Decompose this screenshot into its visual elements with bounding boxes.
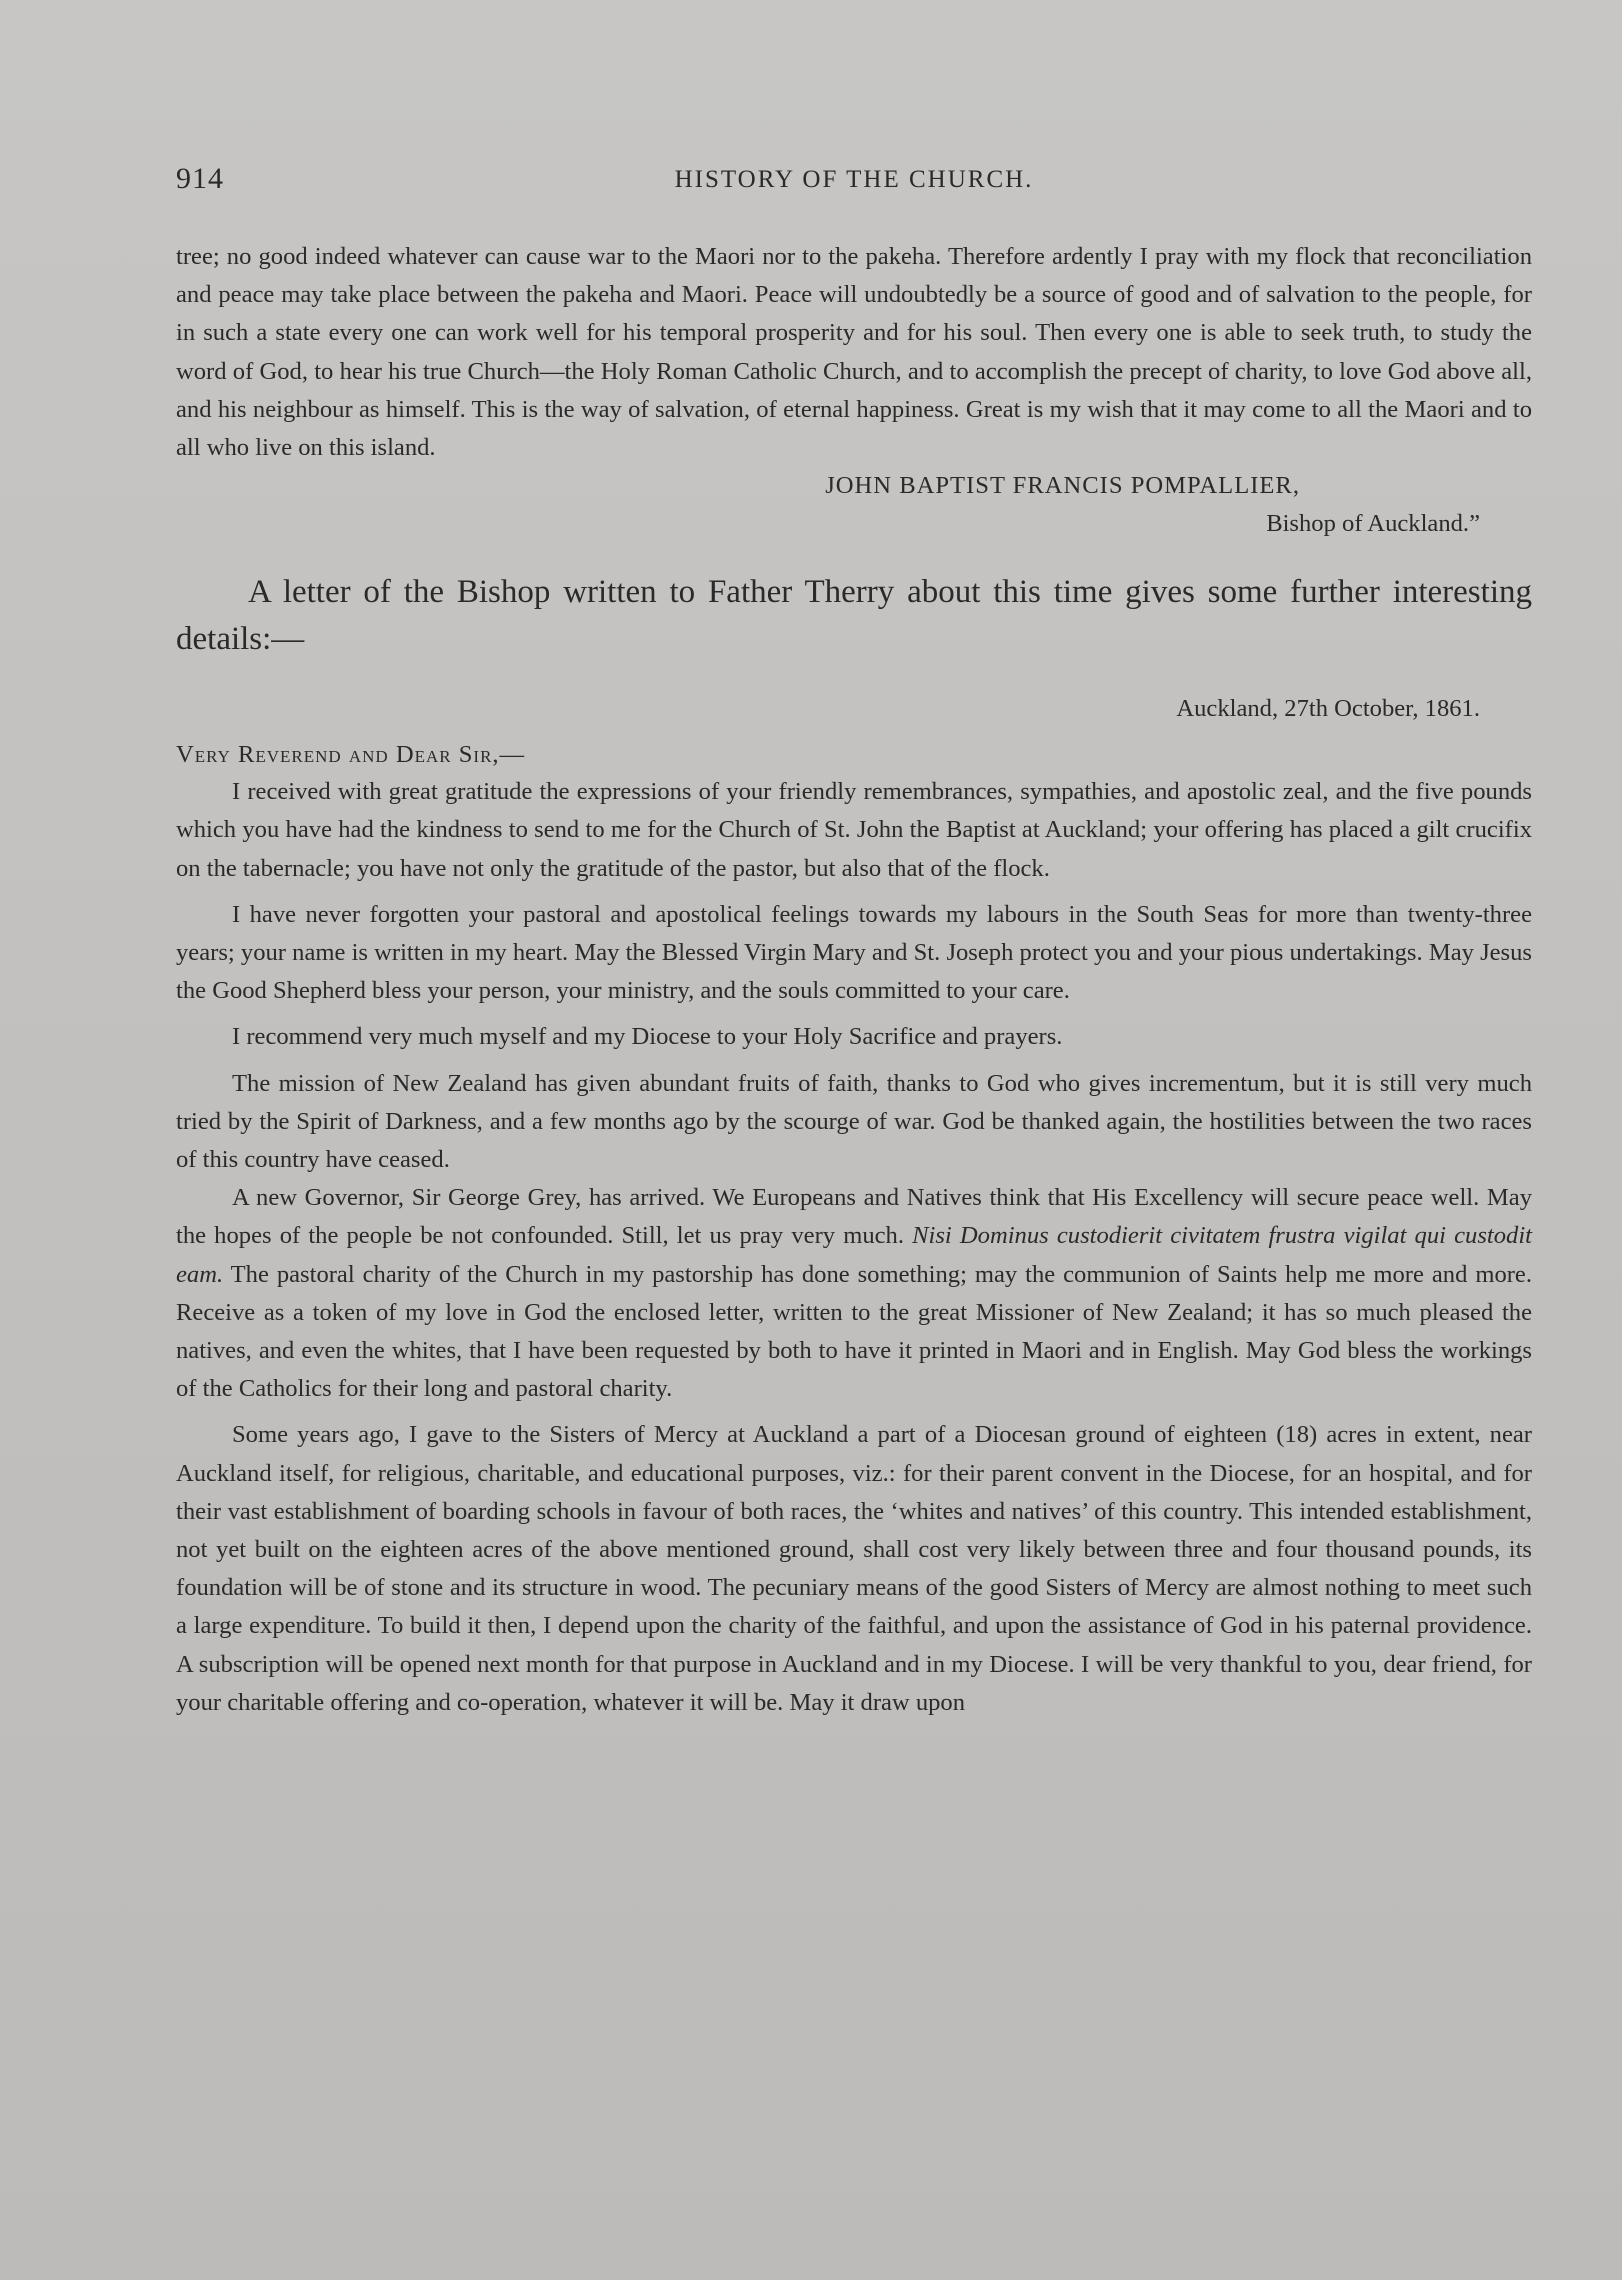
letter-paragraph-3: I recommend very much myself and my Diocese to your Holy Sacrifice and prayers. [232, 1023, 1063, 1051]
letter-salutation: Very Reverend and Dear Sir,— [176, 741, 526, 769]
letter-paragraph-4: The mission of New Zealand has given abundant fruits of faith, thanks to God who gives incrementum, but it is still very much tried by the Spirit of Darkness, and a few months ago by the scourge of war. God be thanked again, the hostilities between the two races of this country have ceased. [176, 1069, 1532, 1174]
letter-paragraph-6: Some years ago, I gave to the Sisters of Mercy at Auckland a part of a Diocesan ground of eighteen (18) acres in extent, near Auckland itself, for religious, charitable, and educational purposes, viz.: for their parent convent in the Diocese, for an hospital, and for their vast establishment of boarding schools in favour of both races, the ‘whites and natives’ of this country. This intended establishment, not yet built on the eighteen acres of the above mentioned ground, shall cost very likely between three and four thousand pounds, its foundation will be of stone and its structure in wood. The pecuniary means of the good Sisters of Mercy are almost nothing to meet such a large expenditure. To build it then, I depend upon the charity of the faithful, and upon the assistance of God in his paternal providence. A subscription will be opened next month for that purpose in Auckland and in my Diocese. I will be very thankful to you, dear friend, for your charitable offering and co-operation, whatever it will be. May it draw upon [176, 1421, 1532, 1716]
intro-paragraph: A letter of the Bishop written to Father Therry about this time gives some further interesting details:— [176, 574, 1532, 658]
latin-quotation: Nisi Dominus custodierit civitatem frustra vigilat qui custodit eam. [176, 1222, 1532, 1288]
quoted-letter-closing-paragraph: tree; no good indeed whatever can cause war to the Maori nor to the pakeha. Therefore ardently I pray with my flock that reconciliation and peace may take place between the pakeha and Maori. Peace will undoubtedly be a source of good and of salvation to the people, for in such a state every one can work well for his temporal prosperity and for his soul. Then every one is able to seek truth, to study the word of God, to hear his true Church—the Holy Roman Catholic Church, and to accomplish the precept of charity, to love God above all, and his neighbour as himself. This is the way of salvation, of eternal happiness. Great is my wish that it may come to all the Maori and to all who live on this island. [176, 243, 1532, 462]
page-number: 914 [176, 162, 224, 195]
page-body [176, 238, 1532, 1722]
page-header [176, 162, 1532, 202]
letter-dateline: Auckland, 27th October, 1861. [1176, 695, 1480, 723]
letter-paragraph-2: I have never forgotten your pastoral and apostolical feelings towards my labours in the South Seas for more than twenty-three years; your name is written in my heart. May the Blessed Virgin Mary and St. Joseph protect you and your pious undertakings. May Jesus the Good Shepherd bless your person, your ministry, and the souls committed to your care. [176, 900, 1532, 1005]
letter-paragraph-1: I received with great gratitude the expressions of your friendly remembrances, sympathies, and apostolic zeal, and the five pounds which you have had the kindness to send to me for the Church of St. John the Baptist at Auckland; your offering has placed a gilt crucifix on the tabernacle; you have not only the gratitude of the pastor, but also that of the flock. [176, 778, 1532, 882]
signature-title: Bishop of Auckland.” [1266, 510, 1480, 538]
running-title: HISTORY OF THE CHURCH. [674, 166, 1034, 193]
paragraph-5-text-b: The pastoral charity of the Church in my pastorship has done something; may the communion of Saints help me more and more. Receive as a token of my love in God the enclosed letter, written to the great Missioner of New Zealand; it has so much pleased the natives, and even the whites, that I have been requested by both to have it printed in Maori and in English. May God bless the workings of the Catholics for their long and pastoral charity. [176, 1260, 1532, 1403]
signature-name: JOHN BAPTIST FRANCIS POMPALLIER, [825, 472, 1300, 500]
letter-paragraph-5 [176, 1179, 1532, 1408]
paragraph-5-text-a: A new Governor, Sir George Grey, has arrived. We Europeans and Natives think that His Excellency will secure peace well. May the hopes of the people be not confounded. Still, let us pray very much. [176, 1184, 1532, 1250]
